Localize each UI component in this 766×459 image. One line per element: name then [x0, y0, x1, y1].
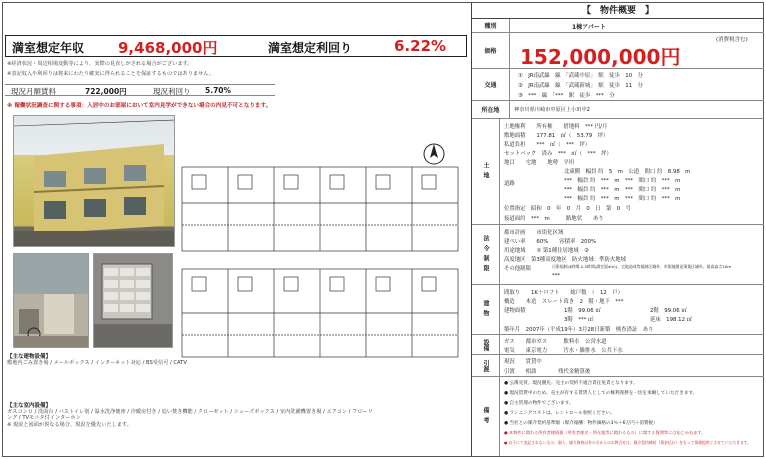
- remark-1: ● 公簿売買。現況優先。売主の契約不適合責任免責となります。: [504, 381, 638, 386]
- plan-disclaimer: ※ 現況と図面が異なる場合、現況を優先いたします。: [7, 421, 132, 428]
- room-facilities: [7, 403, 467, 428]
- address-row: [472, 101, 764, 119]
- handover: 引渡 相談 残代金精算後: [504, 369, 591, 375]
- road-row-4: *** 幅員 約 *** m *** 間口 約 *** m: [564, 196, 681, 202]
- road-row-1: 北東側 幅員 約 5 m 公道 間口 約 8.98 m: [564, 169, 691, 175]
- road-row-3: *** 幅員 約 *** m *** 間口 約 *** m: [564, 187, 681, 193]
- north-arrow-icon: [421, 141, 447, 167]
- floor-area-label: 建物面積: [504, 308, 526, 314]
- building-facilities: [7, 354, 187, 366]
- height-district: 高度地区 第3種高度地区 防火地域：準防火地域: [504, 257, 627, 263]
- city-plan: 都市計画 市街化区域: [504, 230, 564, 236]
- remark-4: ● ランニングコストは、レントロール参照ください。: [504, 411, 615, 416]
- other-restriction-extra: ***: [552, 273, 561, 279]
- room-facilities-title: 【主な室内設備】: [7, 403, 52, 409]
- structure: 構造 木造 スレート葺き 2 階・地下 ***: [504, 299, 624, 305]
- layout: 間取り 1K＋ロフト 総戸数 （ 12 戸）: [504, 290, 624, 296]
- building-photo-illustration: [14, 116, 175, 247]
- floor-plan: [178, 163, 466, 363]
- yield-value: 6.22%: [394, 37, 447, 55]
- remark-5: ● 当社との媒介契約基準額（媒介報酬：物件価格の3％＋6万円＋消費税）: [504, 421, 658, 426]
- mailbox-photo: [93, 253, 173, 348]
- rent-value: 722,000円: [85, 87, 127, 96]
- price-value: 152,000,000円: [520, 45, 681, 69]
- remark-3: ● 自主管理の物件でございます。: [504, 401, 574, 406]
- rent-yield-label: 現況利回り: [153, 87, 191, 96]
- rent-yield-value: 5.70%: [205, 86, 232, 95]
- address-value: 神奈川県川崎市中原区上小田中2: [514, 107, 590, 113]
- price-tax-note: (消費税含む): [716, 37, 748, 43]
- room-facilities-text-1: ガスコンロ / 洗面台 / バストイレ別 / 温水洗浄便座 / 冷暖房付き / 追い焚き機能 / クローゼット / シューズボックス / 室内洗濯機置き場 / エアコン / フローリ: [7, 409, 373, 416]
- building-photo: [13, 115, 175, 247]
- remark-7: ● 以下にて表記されないもの、個人、媒介資格以外の方からのお問合せは、媒介契約締結（賃金払わ）をもって情報提供とさせていただきます。: [504, 440, 752, 445]
- annual-income-value: 9,468,000円: [118, 39, 218, 57]
- address-label: 所在地: [472, 101, 510, 118]
- room-facilities-text-2: ング / TVモニタ付インターホン: [7, 415, 81, 422]
- land-section: [472, 119, 764, 225]
- building-section: [472, 285, 764, 335]
- trade-section: [472, 355, 764, 377]
- infra-section: [472, 335, 764, 355]
- remark-6: ● 本物件に関わる所有者様情報（所有者様名・所在地等に関わるもの）に関する質問等には応じかねます。: [504, 430, 706, 435]
- floor-2-area: 2階 99.06 ㎡: [650, 308, 687, 314]
- legal-section-label: 法令制限: [472, 225, 500, 285]
- note-line-1: ※経済状況・周辺相場変動等により、実際の見直しがされる場合がございます。: [7, 61, 193, 67]
- total-floor-area: 延床 198.12 ㎡: [650, 317, 693, 323]
- summary-panel: [471, 3, 763, 456]
- current-rent-row: [5, 84, 275, 96]
- income-header: [5, 35, 467, 57]
- warning-text: ※ 稼働状況調査に関する事項：入居中のお部屋において室内見学ができない場合の内見不可となります。: [7, 103, 272, 109]
- other-restriction-value: 日影規制(4時間-2.5時間(測定面4m))、宅地造成等規制区域外、市街地開発事業区域外、最高高さ20m: [552, 264, 731, 269]
- designation: 位置指定 昭和 0 年 0 月 0 日 第 0 号: [504, 206, 631, 212]
- rent-label: 現況月額賃料: [11, 87, 56, 96]
- traffic-3: ③ *** 線 「*** 駅 徒歩 *** 分: [518, 93, 615, 99]
- annual-income-label: 満室想定年収: [12, 41, 85, 55]
- land-area: 敷地面積 177.81 ㎡（ 53.79 坪）: [504, 133, 609, 139]
- left-panel: [3, 3, 469, 456]
- land-rights: 土地権利 所有権 借地料 *** 円/月: [504, 124, 608, 130]
- contact-width: 接道面約 *** m 路地状 あり: [504, 216, 604, 222]
- remarks-section: [472, 377, 764, 456]
- current-status: 現況 賃貸中: [504, 359, 542, 365]
- type-label: 種別: [472, 19, 510, 32]
- setback: セットバック 済み *** ㎡（ *** 坪）: [504, 151, 612, 157]
- coverage: 建ぺい率 60% 容積率 200%: [504, 239, 597, 245]
- private-road: 私道負担 *** ㎡（ *** 坪）: [504, 142, 591, 148]
- use-zone: 用途地域 ① 第1種住居地域 ②: [504, 248, 589, 254]
- floor-3-area: 3階 *** ㎡: [564, 317, 594, 323]
- building-facilities-text: 敷地内ごみ置き場 / メールボックス / インターネット対応 / BS受信可 / CATV: [7, 360, 187, 367]
- mailbox-illustration: [94, 254, 173, 348]
- traffic-2: ② JR南武線 線 「武蔵新城」 駅 徒歩 11 分: [518, 83, 643, 89]
- road-label: 道路: [504, 181, 515, 187]
- other-restriction-label: その他制限: [504, 266, 531, 272]
- infra-section-label: 設備: [472, 335, 500, 355]
- building-facilities-title: 【主な建物設備】: [7, 354, 52, 360]
- floor-1-area: 1階 99.06 ㎡: [564, 308, 601, 314]
- entrance-photo: [13, 253, 89, 348]
- land-section-label: 土地: [472, 119, 500, 225]
- building-section-label: 建物: [472, 285, 500, 335]
- power-drain: 電気 東京電力 汚水・雑排水 公共下水: [504, 348, 623, 354]
- legal-section: [472, 225, 764, 285]
- type-row: [472, 19, 764, 33]
- entrance-illustration: [14, 254, 89, 348]
- remarks-label: 備考: [472, 377, 500, 456]
- traffic-1: ① JR南武線 線 「武蔵中原」 駅 徒歩 10 分: [518, 73, 643, 79]
- price-label: 価格: [472, 33, 510, 68]
- traffic-label: 交通: [472, 69, 510, 100]
- summary-title: 【 物件概要 】: [472, 3, 764, 19]
- land-category: 地目 宅地 地勢 平坦: [504, 160, 575, 166]
- trade-section-label: 引渡: [472, 355, 500, 377]
- property-sheet: [2, 2, 764, 457]
- remark-2: ● 現況賃貸中のため、売主が有する賃貸人としての権利義務を一切を承継していただきます。: [504, 391, 698, 396]
- yield-label: 満室想定利回り: [268, 41, 353, 55]
- gas-water: ガス 都市ガス 飲料水 公営水道: [504, 339, 607, 345]
- traffic-row: [472, 69, 764, 101]
- road-row-2: *** 幅員 約 *** m *** 間口 約 *** m: [564, 178, 681, 184]
- note-line-2: ※表記収入や利回りは将来にわたり確実に得られることを保証するものではありません。: [7, 71, 214, 77]
- type-value: 1棟アパート: [572, 24, 606, 31]
- built-date: 築年月 2007年（平成19年）3月28日新築 検査済証 あり: [504, 327, 654, 333]
- price-row: [472, 33, 764, 69]
